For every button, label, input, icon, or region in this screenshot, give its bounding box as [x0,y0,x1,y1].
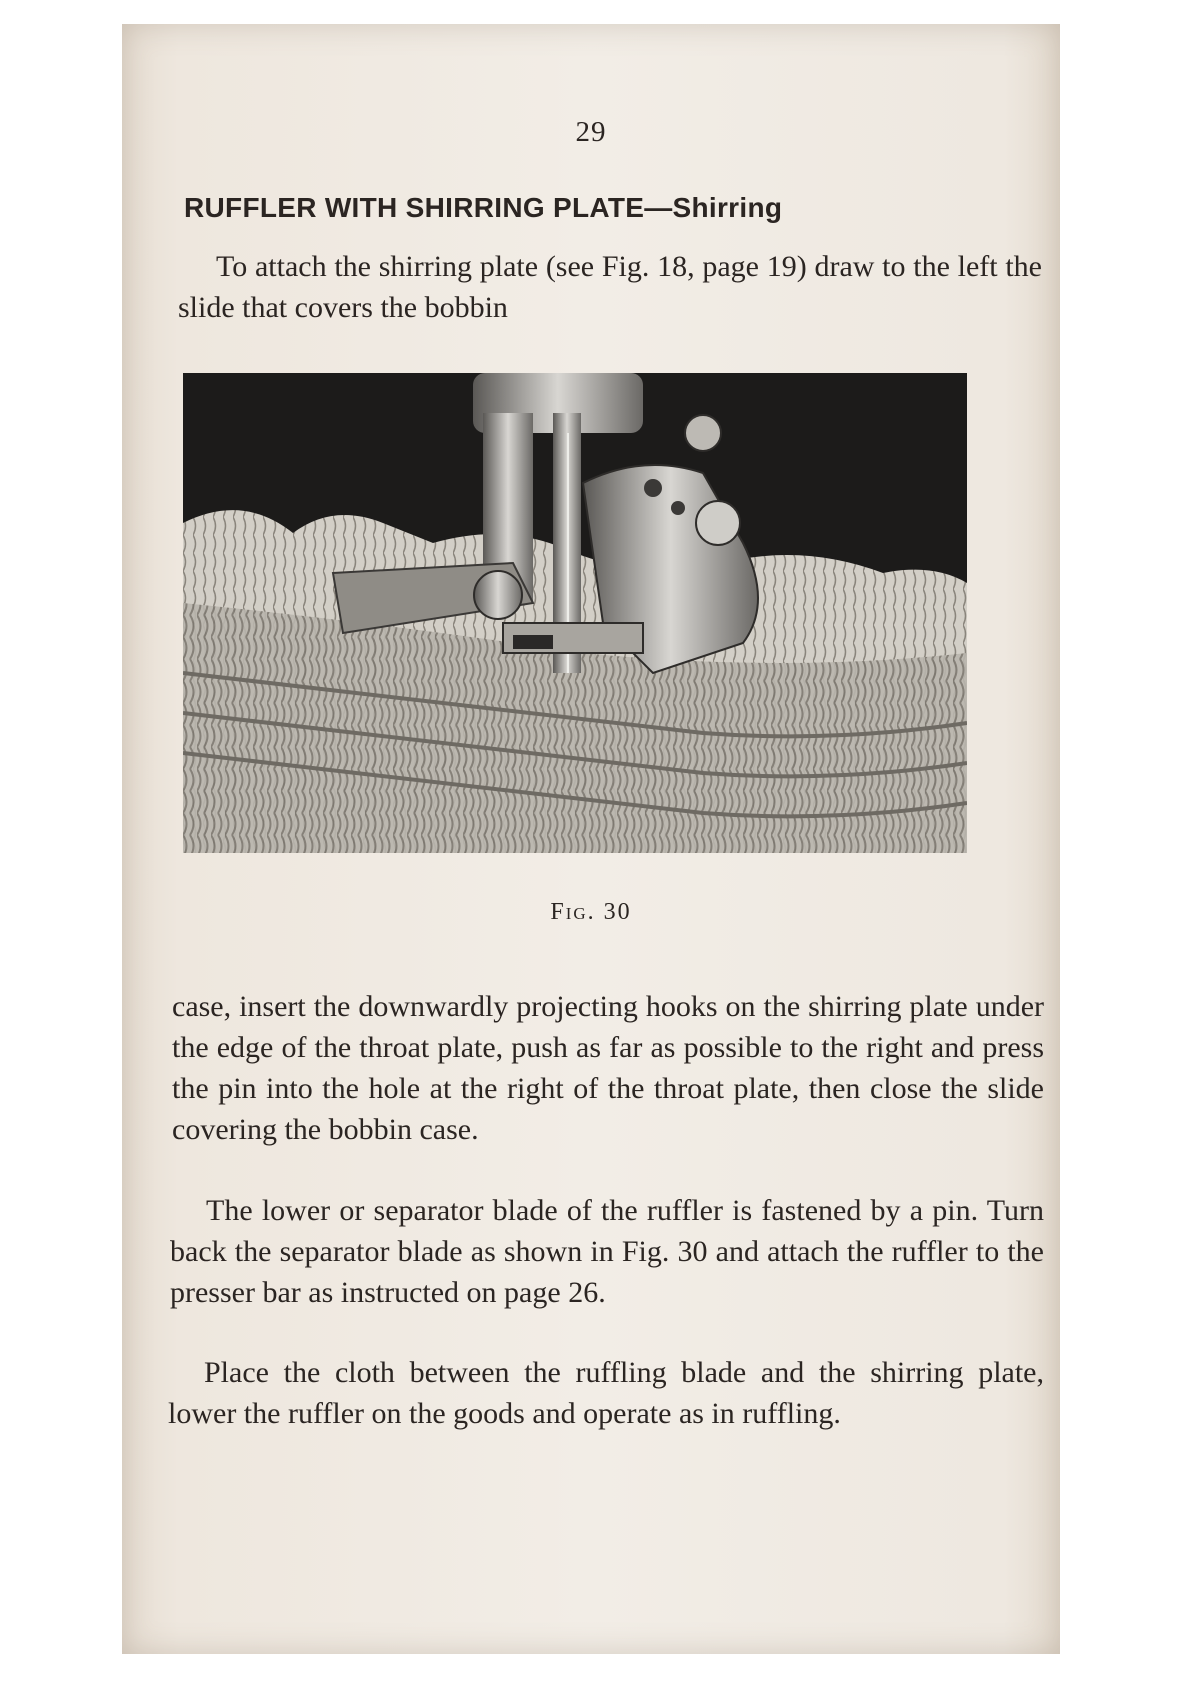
manual-page [122,24,1060,1654]
paragraph-separator-blade: The lower or separator blade of the ruffler is fastened by a pin. Turn back the separator blade as shown in Fig. 30 and attach the ruffler to the presser bar as instructed on page 26. [170,1194,1044,1309]
figure-30-illustration [183,373,967,853]
page-number: 29 [575,116,607,148]
sewing-machine-ruffler-illustration-icon [183,373,967,853]
figure-caption: Fig. 30 [550,899,632,925]
paragraph-insert-hooks: case, insert the downwardly projecting hooks on the shirring plate under the edge of the throat plate, push as far as possible to the right and press the pin into the hole at the right of the throat plate, then close the slide covering the bobbin case. [172,990,1044,1146]
paragraph-intro: To attach the shirring plate (see Fig. 18, page 19) draw to the left the slide that covers the bobbin [178,250,1042,324]
paragraph-place-cloth: Place the cloth between the ruffling blade and the shirring plate, lower the ruffler on the goods and operate as in ruffling. [168,1356,1044,1430]
section-title: RUFFLER WITH SHIRRING PLATE—Shirring [184,192,783,223]
